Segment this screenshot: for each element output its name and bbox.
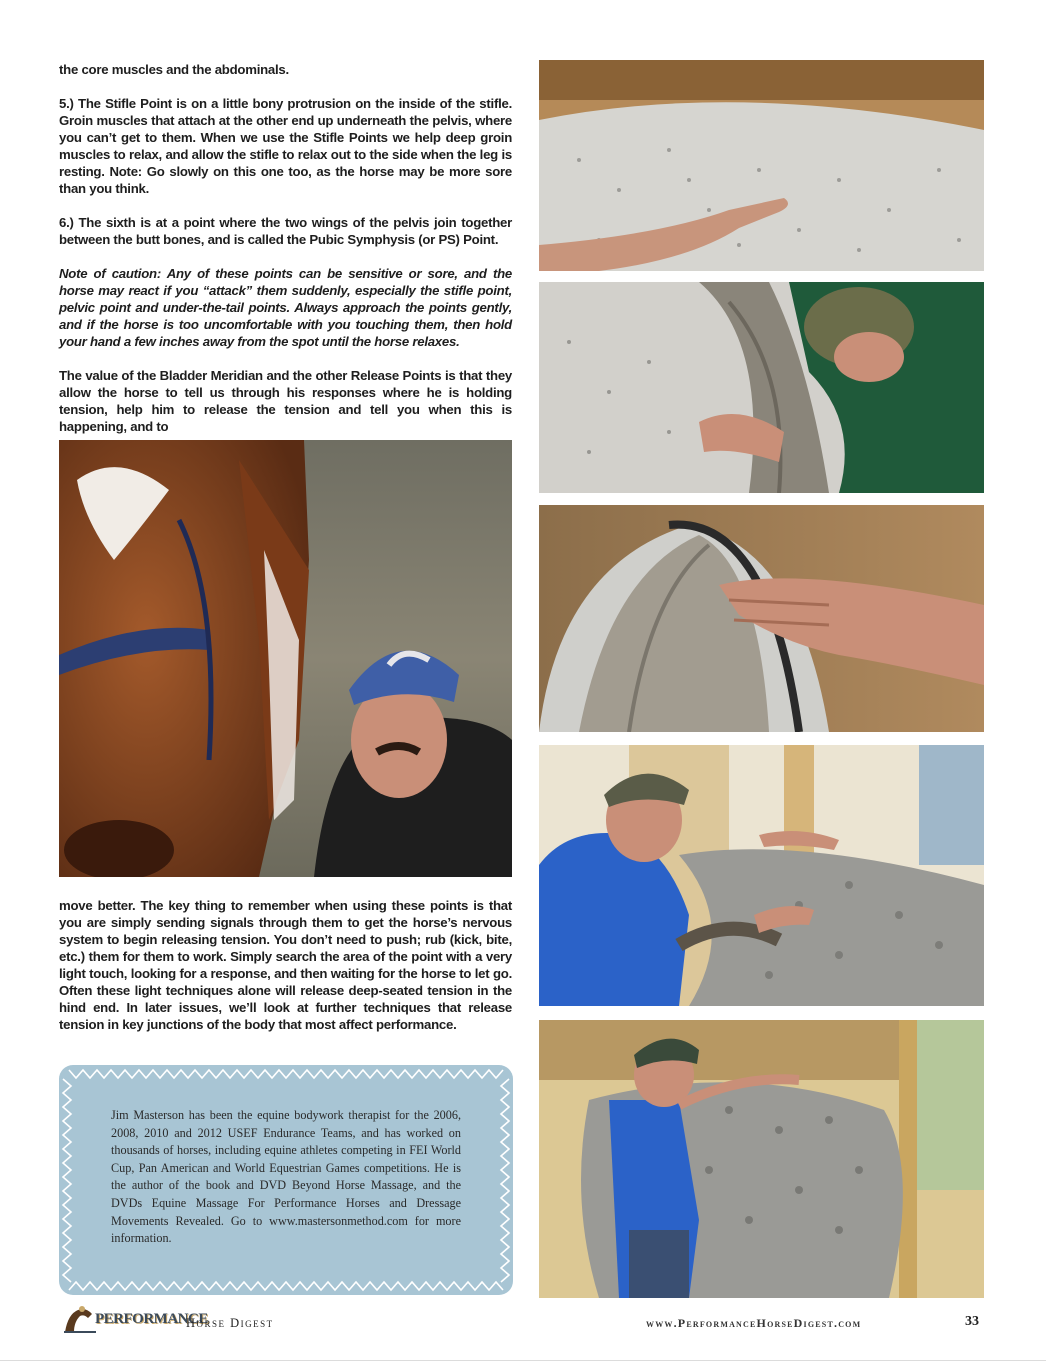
page-number: 33: [965, 1314, 979, 1329]
hand-on-withers-photo: [539, 505, 984, 732]
bio-border-right: [499, 1065, 511, 1295]
man-stall-horse-photo: [539, 1020, 984, 1298]
bio-border-bottom: [59, 1280, 513, 1292]
article-text-bottom: [59, 897, 512, 1033]
chestnut-horse-man-cap-photo: [59, 440, 512, 877]
horse-tail-groom-photo: [539, 282, 984, 493]
bio-border-left: [61, 1065, 73, 1295]
footer-brand-performance: PERFORMANCE: [95, 1311, 208, 1327]
paragraph-move-better: move better. The key thing to remember when using these points is that you are simply sending signals through them to get the horse’s nervous system to begin releasing tension. You don’t need to push; rub (kick, bite, etc.) them for them to work. Simply search the area of the point with a very light touch, looking for a response, and then waiting for the horse to let go. Often these light techniques alone will release deep-seated tension in the hind end. In later issues, we’ll look at further techniques that release tension in key junctions of the body that most affect performance.: [59, 898, 512, 1032]
horse-rider-logo-icon: [62, 1304, 98, 1334]
author-bio-box: [59, 1065, 513, 1295]
paragraph-caution: Note of caution: Any of these points can be sensitive or sore, and the horse may react if you “attack” them suddenly, especially the stifle point, pelvic point and under-the-tail points. Always approach the points gently, and if the horse is too uncomfortable with you touching them, then hold your hand a few inches away from the spot until the horse relaxes.: [59, 266, 512, 349]
paragraph-stifle-point: 5.) The Stifle Point is on a little bony protrusion on the inside of the stifle. Groin muscles that attach at the other end up underneath the pelvis, where you can’t get to them. When we use the Stifle Points we help deep groin muscles to relax, and allow the stifle to relax out to the side when the leg is resting. Note: Go slowly on this one too, as the horse may be more sore than you think.: [59, 96, 512, 196]
paragraph-core-muscles: the core muscles and the abdominals.: [59, 62, 289, 77]
footer-website-url[interactable]: www.PerformanceHorseDigest.com: [646, 1316, 862, 1330]
man-hands-horse-hip-photo: [539, 745, 984, 1006]
paragraph-pubic-symphysis: 6.) The sixth is at a point where the two wings of the pelvis join together between the butt bones, and is called the Pubic Symphysis (or PS) Point.: [59, 215, 512, 247]
horse-back-pointing-photo: [539, 60, 984, 271]
article-text-top: [59, 61, 512, 435]
bottom-divider: [0, 1360, 1046, 1361]
footer-brand-horse-digest: Horse Digest: [186, 1316, 274, 1330]
author-bio-text: Jim Masterson has been the equine bodywork therapist for the 2006, 2008, 2010 and 2012 USEF Endurance Teams, and has worked on thousands of horses, including equine athletes competing in FEI World Cup, Pan American and World Equestrian Games competitions. He is the author of the book and DVD Beyond Horse Massage, and the DVDs Equine Massage For Performance Horses and Dressage Movements Revealed. Go to www.mastersonmethod.com for more information.: [111, 1108, 461, 1246]
bio-border-top: [59, 1068, 513, 1080]
paragraph-bladder-meridian: The value of the Bladder Meridian and the other Release Points is that they allow the horse to tell us through his responses where he is holding tension, help him to release the tension and tell you when this is happening, and to: [59, 368, 512, 434]
